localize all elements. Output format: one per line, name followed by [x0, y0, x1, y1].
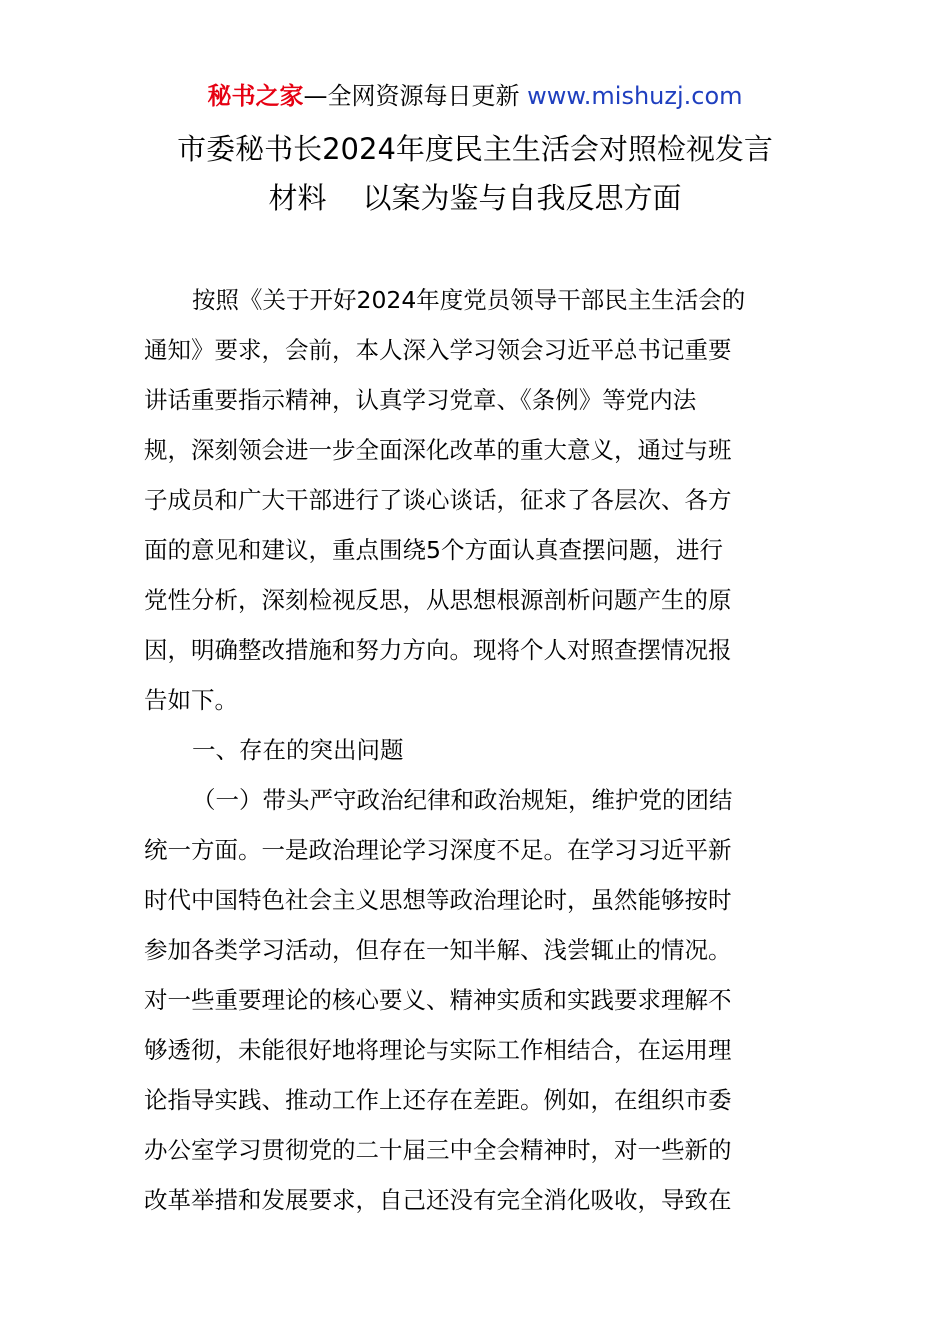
body-line: 按照《关于开好2024年度党员领导干部民主生活会的 — [192, 286, 746, 314]
body-line: 通知》要求，会前，本人深入学习领会习近平总书记重要 — [144, 336, 732, 364]
document-body — [144, 275, 808, 1225]
body-line: 够透彻，未能很好地将理论与实际工作相结合，在运用理 — [144, 1036, 732, 1064]
body-line: 参加各类学习活动，但存在一知半解、浅尝辄止的情况。 — [144, 936, 732, 964]
document-title-line-1: 市委秘书长2024年度民主生活会对照检视发言 — [177, 132, 773, 166]
document-title-part-a: 材料 — [268, 181, 327, 215]
site-url-link[interactable]: www.mishuzj.com — [527, 82, 743, 110]
site-brand: 秘书之家 — [207, 82, 304, 110]
body-line: 讲话重要指示精神，认真学习党章、《条例》等党内法 — [144, 386, 697, 414]
document-title-part-b: 以案为鉴与自我反思方面 — [362, 181, 682, 215]
body-line: 告如下。 — [144, 686, 238, 714]
body-line: 改革举措和发展要求，自己还没有完全消化吸收，导致在 — [144, 1186, 732, 1214]
body-line: 对一些重要理论的核心要义、精神实质和实践要求理解不 — [144, 986, 732, 1014]
body-line: 时代中国特色社会主义思想等政治理论时，虽然能够按时 — [144, 886, 732, 914]
body-line: 统一方面。一是政治理论学习深度不足。在学习习近平新 — [144, 836, 732, 864]
body-line: 党性分析，深刻检视反思，从思想根源剖析问题产生的原 — [144, 586, 732, 614]
body-line: 论指导实践、推动工作上还存在差距。例如，在组织市委 — [144, 1086, 732, 1114]
site-header — [0, 80, 950, 112]
body-line: 子成员和广大干部进行了谈心谈话，征求了各层次、各方 — [144, 486, 732, 514]
body-line: 规，深刻领会进一步全面深化改革的重大意义，通过与班 — [144, 436, 732, 464]
subsection-heading: （一）带头严守政治纪律和政治规矩，维护党的团结 — [192, 786, 733, 814]
section-heading: 一、存在的突出问题 — [192, 736, 404, 764]
body-line: 因，明确整改措施和努力方向。现将个人对照查摆情况报 — [144, 636, 732, 664]
body-line: 办公室学习贯彻党的二十届三中全会精神时，对一些新的 — [144, 1136, 732, 1164]
document-title-line-2 — [120, 173, 830, 223]
site-tagline: —全网资源每日更新 — [303, 82, 528, 110]
body-line: 面的意见和建议，重点围绕5个方面认真查摆问题，进行 — [144, 536, 723, 564]
